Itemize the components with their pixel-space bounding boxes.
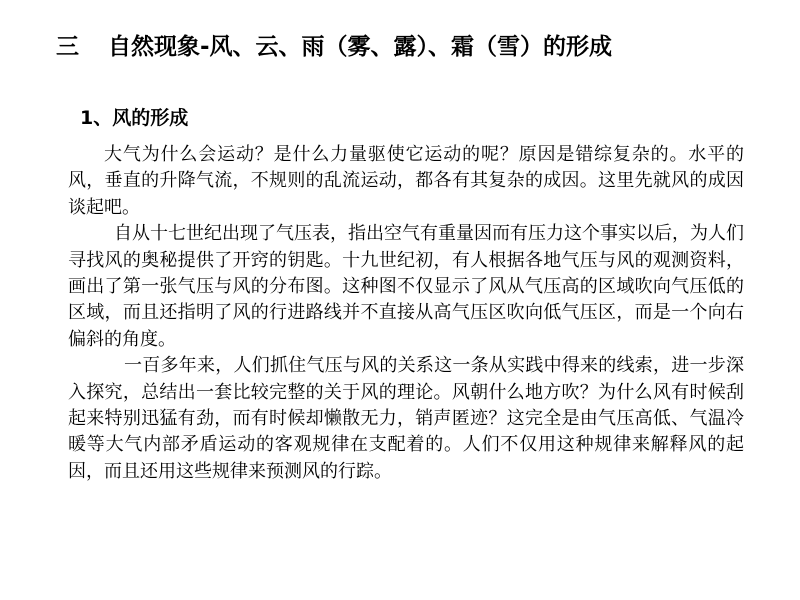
body-text <box>68 142 744 485</box>
slide-title <box>56 31 786 63</box>
section-title: 自然现象-风、云、雨（雾、露）、霜（雪）的形成 <box>108 34 613 60</box>
paragraph: 一百多年来，人们抓住气压与风的关系这一条从实践中得来的线索，进一步深入探究，总结出一套比较完整的关于风的理论。风朝什么地方吹？为什么风有时候刮起来特别迅猛有劲，而有时候却懒散无力，销声匿迹？这完全是由气压高低、气温冷暖等大气内部矛盾运动的客观规律在支配着的。人们不仅用这种规律来解释风的起因，而且还用这些规律来预测风的行踪。 <box>68 355 744 482</box>
subsection-heading: 1、风的形成 <box>80 107 189 129</box>
section-number: 三 <box>56 34 79 60</box>
paragraph: 大气为什么会运动？是什么力量驱使它运动的呢？原因是错综复杂的。水平的风，垂直的升降气流，不规则的乱流运动，都各有其复杂的成因。这里先就风的成因谈起吧。 <box>68 144 744 218</box>
paragraph: 自从十七世纪出现了气压表，指出空气有重量因而有压力这个事实以后，为人们寻找风的奥秘提供了开窍的钥匙。十九世纪初，有人根据各地气压与风的观测资料，画出了第一张气压与风的分布图。这种图不仅显示了风从气压高的区域吹向气压低的区域，而且还指明了风的行进路线并不直接从高气压区吹向低气压区，而是一个向右偏斜的角度。 <box>68 223 744 350</box>
